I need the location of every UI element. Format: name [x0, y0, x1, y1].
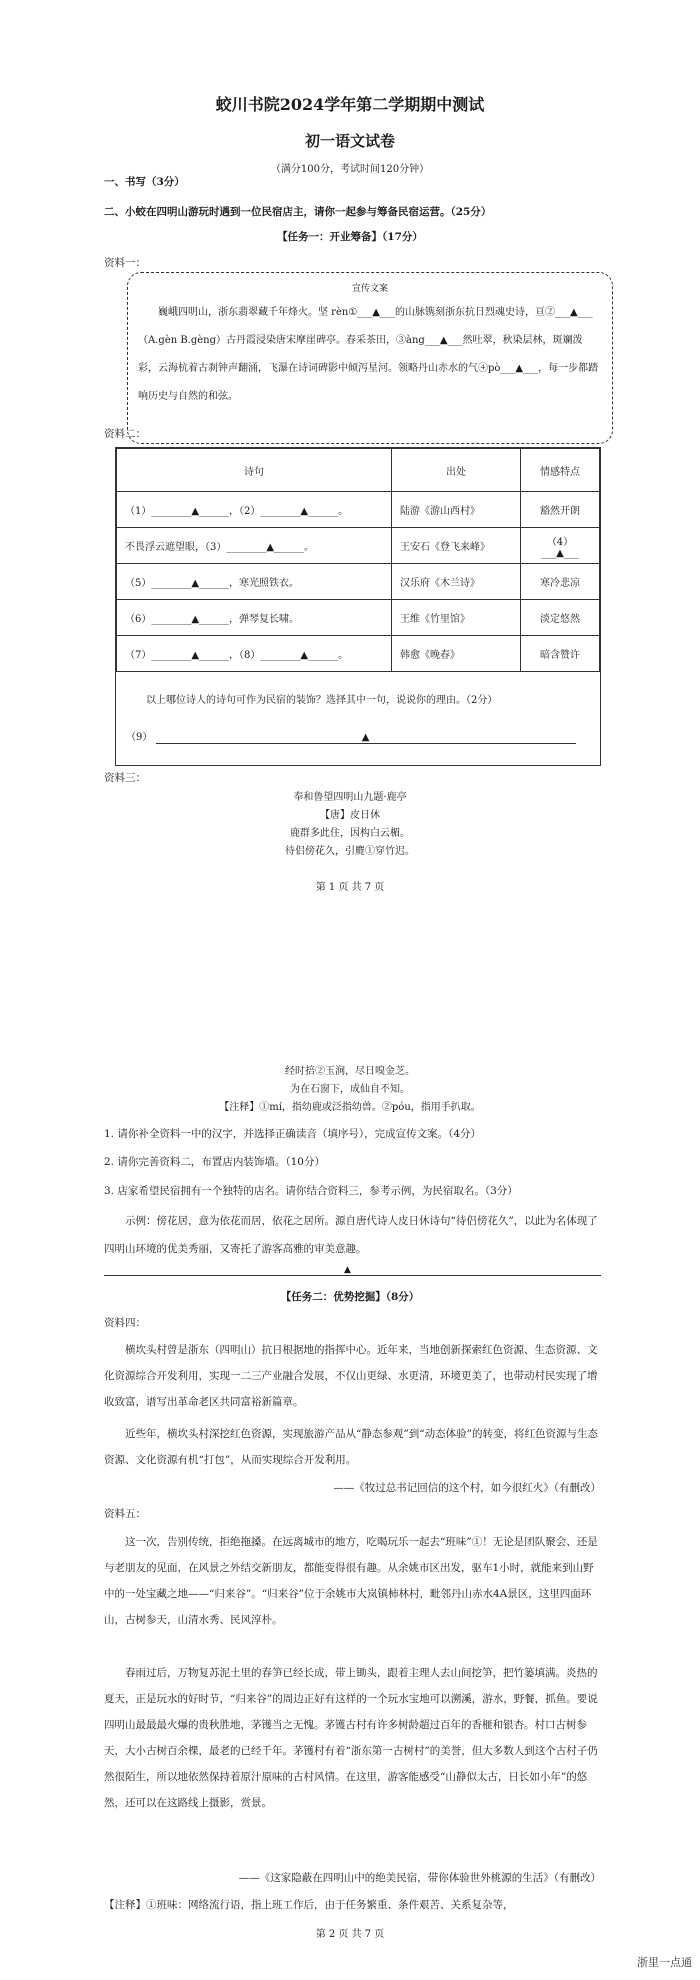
poem-cell[interactable]: （1）________▲______，（2）________▲______。	[117, 492, 392, 528]
poetry-table	[115, 447, 601, 766]
table-header-row	[117, 449, 600, 492]
material-4-para-2: 近些年，横坎头村深挖红色资源，实现旅游产品从“静态参观”到“动态体验”的转变，将红色资源与生态资源、文化资源有机“打包”，从而实现综合开发利用。	[104, 1428, 598, 1466]
exam-note: （满分100分，考试时间120分钟）	[270, 164, 430, 175]
poem-line: 待侣傍花久，引麑①穿竹迟。	[285, 846, 415, 857]
header-poem: 诗句	[117, 449, 392, 492]
question-1: 一、书写（3分）	[104, 176, 185, 188]
material-4-label: 资料四：	[104, 1317, 146, 1329]
poem-line: 鹿群多此住，因构白云楣。	[290, 828, 410, 839]
poem-note: 【注释】①mí，指幼鹿或泛指幼兽。②póu，指用手扒取。	[219, 1102, 481, 1113]
promo-copy-title: 宣传文案	[351, 284, 388, 294]
material-1-label: 资料一：	[104, 257, 146, 269]
poem-title: 奉和鲁望四明山九题·鹿亭	[293, 792, 407, 803]
source-cell: 韩愈《晚春》	[392, 636, 521, 672]
material-5-para-2: 春雨过后，万物复苏泥土里的春笋已经长成，带上锄头，跟着主理人去山间挖笋，把竹篓填满。炎热的夏天，正是玩水的好时节，“归来谷”的周边正好有这样的一个玩水宝地可以溯溪，游水，野餐，抓鱼。要说四明山最最最火爆的贵秋胜地，茅镬当之无愧。茅镬古村有许多树龄超过百年的香榧和银杏。村口古树参天，大小古树百余棵，最老的已经千年。茅镬村有着“浙东第一古树村”的美誉，但大多数人到这个古村子仍然很陌生，所以地依然保持着原汁原味的古村风情。在这里，游客能感受“山静似太古，日长如小年”的悠然，还可以在这路线上摄影，赏景。	[104, 1667, 598, 1809]
table-question: 以上哪位诗人的诗句可作为民宿的装饰？选择其中一句，说说你的理由。（2分）	[146, 695, 498, 706]
poem-line: 为在石窗下，成仙自不知。	[290, 1084, 410, 1095]
task-2-heading: 【任务二：优势挖掘】（8分）	[280, 1291, 420, 1303]
task-1-heading: 【任务一：开业筹备】（17分）	[277, 231, 423, 243]
table-row	[117, 600, 600, 636]
exam-title: 蛟川书院2024学年第二学期期中测试	[215, 95, 485, 114]
emotion-cell[interactable]: （4）___▲___	[521, 528, 600, 564]
watermark: 浙里一点通	[637, 1956, 692, 1969]
material-5-label: 资料五：	[104, 1508, 146, 1520]
sub-question-1: 1. 请你补全资料一中的汉字，并选择正确读音（填序号），完成宣传文案。（4分）	[104, 1128, 482, 1140]
table-row	[117, 564, 600, 600]
naming-example: 示例：傍花居，意为依花而居，依花之居所。源自唐代诗人皮日休诗句“待侣傍花久”，以此为名体现了四明山环境的优美秀丽，又寄托了游客高雅的审美意趣。	[104, 1215, 598, 1255]
page-number: 第 1 页 共 7 页	[315, 882, 385, 893]
poem-cell[interactable]: （5）________▲______，寒光照铁衣。	[117, 564, 392, 600]
poem-dynasty: 【唐】皮日休	[320, 810, 380, 821]
promo-copy-box	[127, 272, 613, 444]
poem-line: 经时掊②玉涧，尽日嗅金芝。	[285, 1066, 415, 1077]
question-2: 二、小蛟在四明山游玩时遇到一位民宿店主，请你一起参与筹备民宿运营。（25分）	[104, 206, 492, 218]
header-source: 出处	[392, 449, 521, 492]
answer-mark: ▲	[156, 732, 576, 744]
material-4-para-1: 横坎头村曾是浙东（四明山）抗日根据地的指挥中心。近年来，当地创新探索红色资源、生态资源、文化资源综合开发利用，实现一二三产业融合发展，不仅山更绿、水更清，环境更美了，也带动村民实现了增收致富，谱写出革命老区共同富裕新篇章。	[104, 1344, 598, 1408]
material-2-label: 资料二：	[104, 428, 146, 440]
material-5-para-1: 这一次，告别传统，拒绝拖搡。在远离城市的地方，吃喝玩乐一起去“班味”①！无论是团队聚会、还是与老朋友的见面，在风景之外结交新朋友，都能变得很有趣。从余姚市区出发，驱车1小时，就能来到山野中的一处宝藏之地——“归来谷”。“归来谷”位于余姚市大岚镇柿林村，毗邻丹山赤水4A景区，这里四面环山，古树参天，山清水秀、民风淳朴。	[104, 1536, 598, 1626]
exam-subtitle: 初一语文试卷	[304, 132, 395, 150]
page-number: 第 2 页 共 7 页	[315, 1929, 385, 1940]
emotion-cell: 暗含赞许	[521, 636, 600, 672]
poem-cell[interactable]: （6）________▲______，弹琴复长啸。	[117, 600, 392, 636]
answer-mark: ▲	[344, 1265, 351, 1275]
sub-question-2: 2. 请你完善资料二，布置店内装饰墙。（10分）	[104, 1156, 325, 1168]
source-cell: 汉乐府《木兰诗》	[392, 564, 521, 600]
table-row	[117, 636, 600, 672]
emotion-cell: 淡定悠然	[521, 600, 600, 636]
answer-line[interactable]	[126, 728, 586, 744]
material-4-source: ——《牧过总书记回信的这个村，如今很红火》（有删改）	[333, 1482, 601, 1494]
table-row	[117, 492, 600, 528]
poem-cell[interactable]: （7）________▲______，（8）________▲______。	[117, 636, 392, 672]
source-cell: 王维《竹里馆》	[392, 600, 521, 636]
material-5-note: 【注释】①班味：网络流行语，指上班工作后，由于任务繁重、条件艰苦、关系复杂等，	[104, 1899, 514, 1911]
material-3-label: 资料三：	[104, 772, 146, 784]
poem-cell[interactable]: 不畏浮云遮望眼，（3）________▲______。	[117, 528, 392, 564]
source-cell: 王安石《登飞来峰》	[392, 528, 521, 564]
answer-label: （9）	[126, 732, 153, 743]
answer-divider[interactable]	[104, 1275, 601, 1276]
source-cell: 陆游《游山西村》	[392, 492, 521, 528]
header-emotion: 情感特点	[521, 449, 600, 492]
table-row	[117, 528, 600, 564]
emotion-cell: 寒冷悲凉	[521, 564, 600, 600]
promo-copy-text: 巍峨四明山，浙东翡翠藏千年烽火。坚 rèn①___▲___的山脉镌刻浙东抗日烈魂史诗，亘②___▲___（A.gèn B.gèng）古丹霞浸染唐宋摩崖碑亭。春采茶田，③àng___▲___然吐翠，秋染层林，斑斓泼彩，云海杭着古刹钟声翻涌，飞瀑在诗词碑影中倾泻星河。领略丹山赤水的气④pò___▲___，每一步都踏响历史与自然的和弦。	[138, 307, 599, 402]
sub-question-3: 3. 店家希望民宿拥有一个独特的店名。请你结合资料三，参考示例，为民宿取名。（3分）	[104, 1185, 518, 1197]
emotion-cell: 豁然开朗	[521, 492, 600, 528]
material-5-source: ——《这家隐蔽在四明山中的绝美民宿，带你体验世外桃源的生活》（有删改）	[238, 1872, 601, 1884]
